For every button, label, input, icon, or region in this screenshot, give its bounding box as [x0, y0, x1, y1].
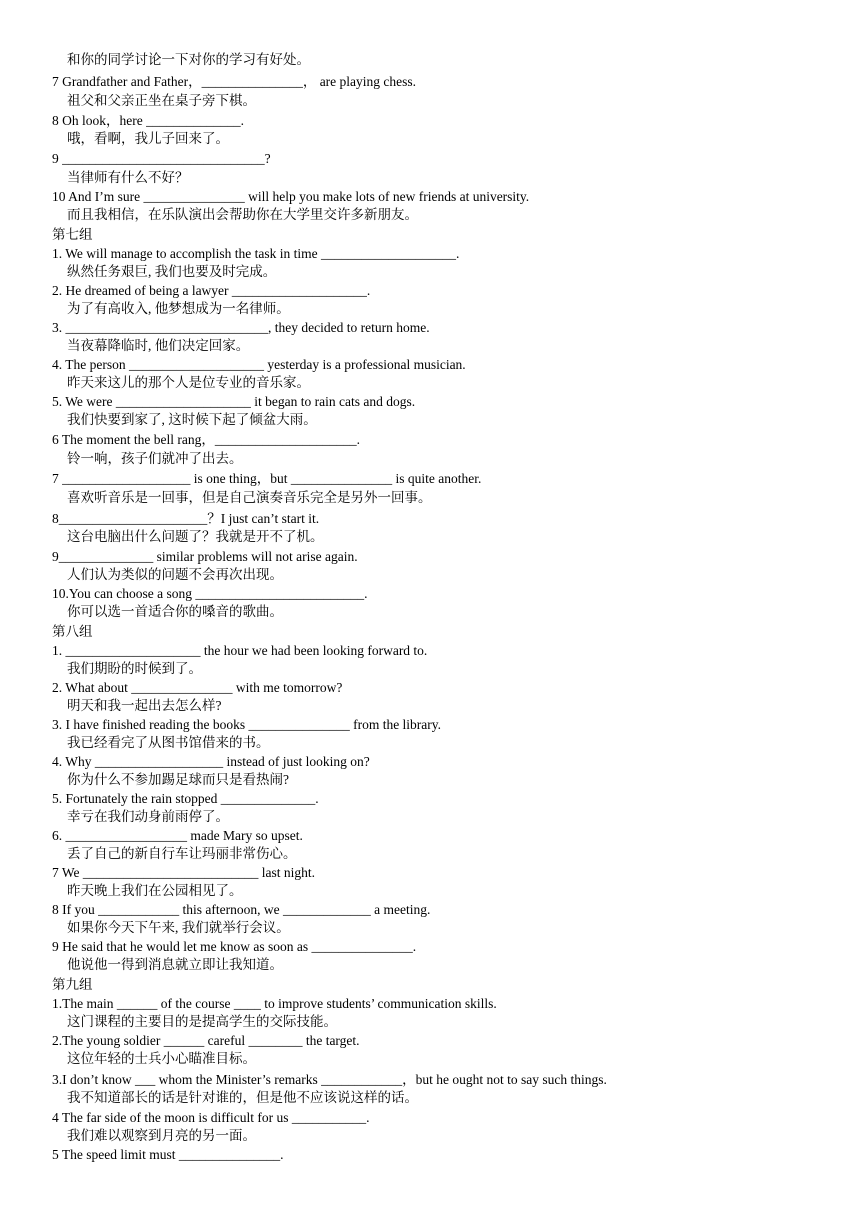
section-heading: 第七组 — [52, 227, 93, 242]
section-heading: 第九组 — [52, 977, 93, 992]
exercise-sentence: 5. We were ____________________ it began to rain cats and dogs. — [52, 394, 416, 409]
exercise-sentence: 9 ______________________________? — [52, 151, 271, 166]
exercise-sentence: 6. __________________ made Mary so upset. — [52, 828, 303, 843]
exercise-sentence: 10 And I’m sure _______________ will help you make lots of new friends at university. — [52, 189, 530, 204]
chinese-translation: 这台电脑出什么问题了？我就是开不了机。 — [67, 529, 324, 544]
chinese-translation: 为了有高收入, 他梦想成为一名律师。 — [67, 301, 290, 316]
exercise-sentence: 9 He said that he would let me know as soon as _______________. — [52, 939, 417, 954]
section-heading: 第八组 — [52, 624, 93, 639]
exercise-sentence: 4. The person ____________________ yesterday is a professional musician. — [52, 357, 466, 372]
exercise-sentence: 3. I have finished reading the books _______________ from the library. — [52, 717, 442, 732]
chinese-translation: 祖父和父亲正坐在桌子旁下棋。 — [67, 93, 256, 108]
exercise-sentence: 1.The main ______ of the course ____ to improve students’ communication skills. — [52, 996, 497, 1011]
exercise-sentence: 8 If you ____________ this afternoon, we _____________ a meeting. — [52, 902, 431, 917]
exercise-sentence: 6 The moment the bell rang，_____________________. — [52, 432, 360, 447]
chinese-translation: 而且我相信，在乐队演出会帮助你在大学里交许多新朋友。 — [67, 207, 418, 222]
chinese-translation: 喜欢听音乐是一回事，但是自己演奏音乐完全是另外一回事。 — [67, 490, 432, 505]
chinese-translation: 这位年轻的士兵小心瞄准目标。 — [67, 1051, 256, 1066]
chinese-translation: 昨天晚上我们在公园相见了。 — [67, 883, 243, 898]
chinese-translation: 这门课程的主要目的是提高学生的交际技能。 — [67, 1014, 337, 1029]
chinese-translation: 纵然任务艰巨, 我们也要及时完成。 — [67, 264, 277, 279]
exercise-sentence: 8 Oh look，here ______________. — [52, 113, 244, 128]
chinese-translation: 人们认为类似的问题不会再次出现。 — [67, 567, 283, 582]
exercise-sentence: 5 The speed limit must _______________. — [52, 1147, 284, 1162]
exercise-sentence: 2. What about _______________ with me tomorrow? — [52, 680, 343, 695]
chinese-translation: 明天和我一起出去怎么样? — [67, 698, 222, 713]
chinese-translation: 我们快要到家了, 这时候下起了倾盆大雨。 — [67, 412, 317, 427]
chinese-translation: 丢了自己的新自行车让玛丽非常伤心。 — [67, 846, 297, 861]
exercise-sentence: 7 ___________________ is one thing，but _______________ is quite another. — [52, 471, 482, 486]
chinese-translation: 你为什么不参加踢足球而只是看热闹? — [67, 772, 289, 787]
chinese-translation: 他说他一得到消息就立即让我知道。 — [67, 957, 283, 972]
chinese-translation: 和你的同学讨论一下对你的学习有好处。 — [67, 52, 310, 67]
exercise-sentence: 4. Why ___________________ instead of just looking on? — [52, 754, 370, 769]
chinese-translation: 哦，看啊，我儿子回来了。 — [67, 131, 229, 146]
chinese-translation: 如果你今天下午来, 我们就举行会议。 — [67, 920, 290, 935]
exercise-sentence: 10.You can choose a song _________________________. — [52, 586, 368, 601]
chinese-translation: 当律师有什么不好？ — [67, 170, 189, 185]
exercise-sentence: 7 Grandfather and Father，_______________， are playing chess. — [52, 74, 417, 89]
exercise-sentence: 4 The far side of the moon is difficult for us ___________. — [52, 1110, 370, 1125]
exercise-sentence: 3.I don’t know ___ whom the Minister’s remarks ____________，but he ought not to say such things. — [52, 1072, 607, 1087]
exercise-sentence: 1. We will manage to accomplish the task in time ____________________. — [52, 246, 460, 261]
chinese-translation: 我们难以观察到月亮的另一面。 — [67, 1128, 256, 1143]
exercise-sentence: 9______________ similar problems will not arise again. — [52, 549, 358, 564]
exercise-sentence: 8______________________？I just can’t start it. — [52, 511, 320, 526]
chinese-translation: 铃一响，孩子们就冲了出去。 — [67, 451, 243, 466]
chinese-translation: 你可以选一首适合你的嗓音的歌曲。 — [67, 604, 283, 619]
chinese-translation: 我们期盼的时候到了。 — [67, 661, 202, 676]
chinese-translation: 昨天来这儿的那个人是位专业的音乐家。 — [67, 375, 310, 390]
exercise-sentence: 7 We __________________________ last night. — [52, 865, 316, 880]
exercise-sentence: 1. ____________________ the hour we had been looking forward to. — [52, 643, 428, 658]
chinese-translation: 我不知道部长的话是针对谁的，但是他不应该说这样的话。 — [67, 1090, 418, 1105]
exercise-sentence: 2.The young soldier ______ careful ________ the target. — [52, 1033, 360, 1048]
chinese-translation: 幸亏在我们动身前雨停了。 — [67, 809, 229, 824]
exercise-sentence: 3. ______________________________, they decided to return home. — [52, 320, 430, 335]
exercise-sentence: 5. Fortunately the rain stopped ______________. — [52, 791, 319, 806]
exercise-sentence: 2. He dreamed of being a lawyer ____________________. — [52, 283, 371, 298]
chinese-translation: 我已经看完了从图书馆借来的书。 — [67, 735, 270, 750]
chinese-translation: 当夜幕降临时, 他们决定回家。 — [67, 338, 250, 353]
